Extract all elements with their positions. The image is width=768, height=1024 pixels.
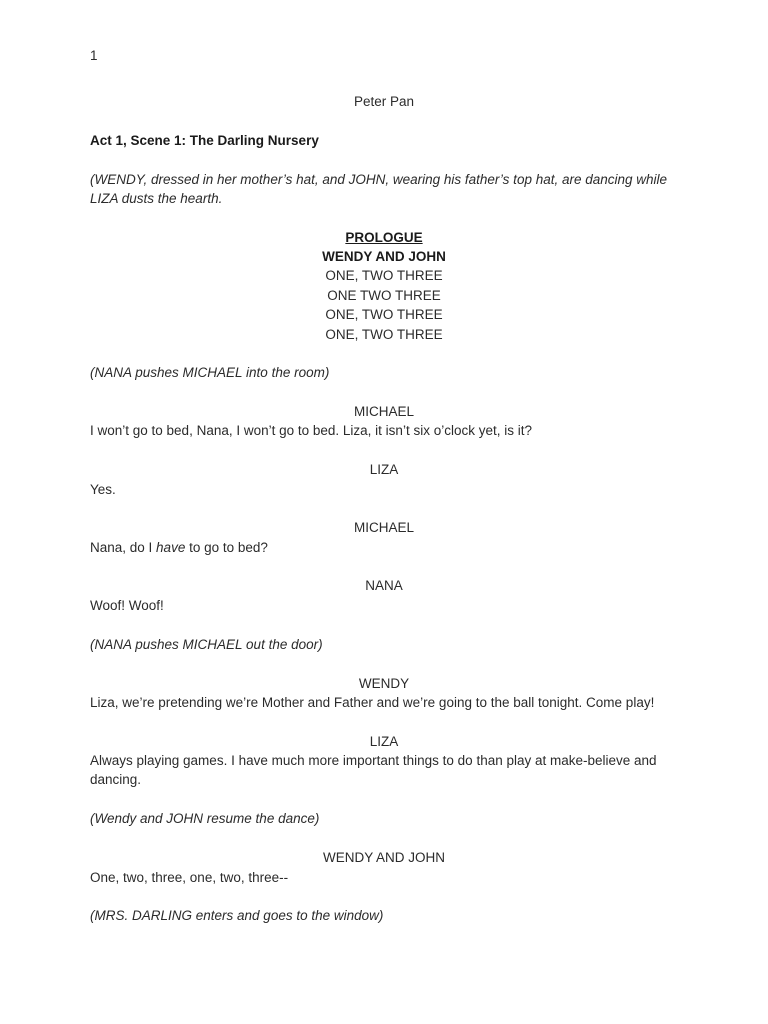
- character-name: MICHAEL: [353, 404, 414, 419]
- character-name: LIZA: [369, 462, 399, 477]
- dialogue-line: Woof! Woof!: [90, 598, 164, 613]
- scene-heading: Act 1, Scene 1: The Darling Nursery: [90, 133, 319, 148]
- character-name: MICHAEL: [353, 520, 414, 535]
- stage-direction: (NANA pushes MICHAEL into the room): [90, 365, 330, 380]
- song-line: ONE, TWO THREE: [325, 307, 443, 322]
- page-number: 1: [90, 48, 98, 63]
- emphasized-word: have: [156, 540, 186, 555]
- opening-stage-direction: (WENDY, dressed in her mother’s hat, and JOHN, wearing his father’s top hat, are dancing while LIZA dusts the hearth.: [90, 172, 668, 206]
- stage-direction: (NANA pushes MICHAEL out the door): [90, 637, 323, 652]
- character-name: WENDY: [358, 676, 410, 691]
- song-line: ONE, TWO THREE: [325, 268, 443, 283]
- stage-direction: (MRS. DARLING enters and goes to the window): [90, 908, 384, 923]
- dialogue-text: to go to bed?: [185, 540, 268, 555]
- song-singer: WENDY AND JOHN: [322, 249, 446, 264]
- dialogue-line: One, two, three, one, two, three--: [90, 870, 289, 885]
- song-heading: PROLOGUE: [345, 230, 423, 245]
- dialogue-text: Nana, do I: [90, 540, 157, 555]
- song-line: ONE TWO THREE: [327, 288, 441, 303]
- play-title: Peter Pan: [353, 94, 415, 109]
- song-line: ONE, TWO THREE: [325, 327, 443, 342]
- dialogue-line: Always playing games. I have much more important things to do than play at make-believe and dancing.: [90, 753, 657, 787]
- dialogue-line: [90, 538, 268, 557]
- dialogue-line: I won’t go to bed, Nana, I won’t go to bed. Liza, it isn’t six o’clock yet, is it?: [90, 423, 532, 438]
- character-name: WENDY AND JOHN: [322, 850, 445, 865]
- character-name: LIZA: [369, 734, 399, 749]
- dialogue-line: Yes.: [90, 482, 116, 497]
- dialogue-line: Liza, we’re pretending we’re Mother and Father and we’re going to the ball tonight. Come play!: [90, 695, 655, 710]
- stage-direction: (Wendy and JOHN resume the dance): [90, 811, 320, 826]
- character-name: NANA: [365, 578, 403, 593]
